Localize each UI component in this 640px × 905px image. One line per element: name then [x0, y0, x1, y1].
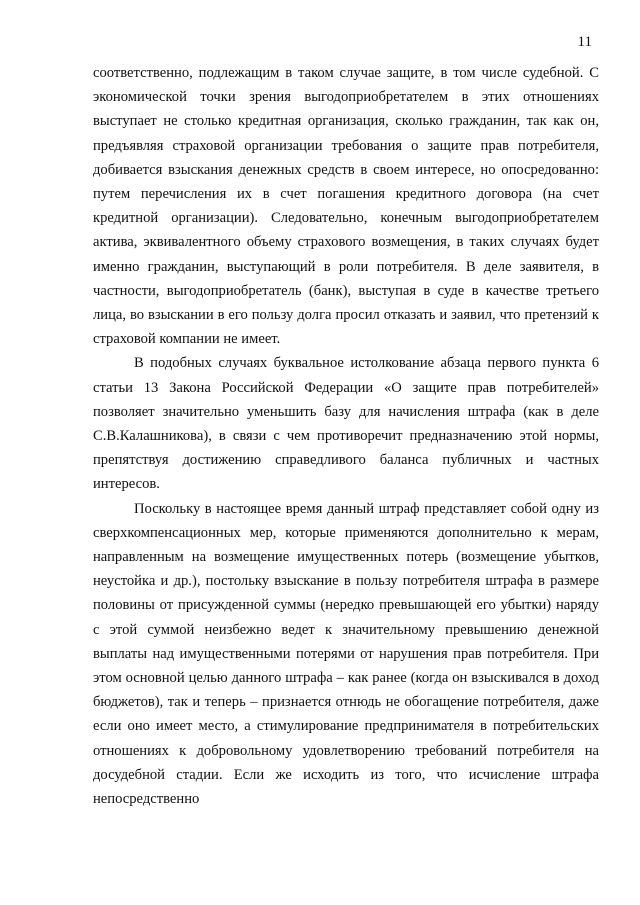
document-body	[93, 61, 599, 811]
paragraph-3: Поскольку в настоящее время данный штраф представляет собой одну из сверхкомпенсационных мер, которые применяются дополнительно к мерам, направленным на возмещение имущественных потерь (возмещение убытков, неустойка и др.), постольку взыскание в пользу потребителя штрафа в размере половины от присужденной суммы (нередко превышающей его убытки) наряду с этой суммой неизбежно ведет к значительному превышению денежной выплаты над имущественными потерями от нарушения прав потребителя. При этом основной целью данного штрафа – как ранее (когда он взыскивался в доход бюджетов), так и теперь – признается отнюдь не обогащение потребителя, даже если оно имеет место, а стимулирование предпринимателя в потребительских отношениях к добровольному удовлетворению требований потребителя на досудебной стадии. Если же исходить из того, что исчисление штрафа непосредственно	[93, 500, 599, 808]
paragraph-1: соответственно, подлежащим в таком случае защите, в том числе судебной. С экономической точки зрения выгодоприобретателем в этих отношениях выступает не столько кредитная организация, сколько гражданин, так как он, предъявляя страховой организации требования о защите прав потребителя, добивается взыскания денежных средств в своем интересе, но опосредованно: путем перечисления их в счет погашения кредитного договора (на счет кредитной организации). Следовательно, конечным выгодоприобретателем актива, эквивалентного объему страхового возмещения, в таких случаях будет именно гражданин, выступающий в роли потребителя. В деле заявителя, в частности, выгодоприобретатель (банк), выступая в суде в качестве третьего лица, во взыскании в его пользу долга просил отказать и заявил, что претензий к страховой компании не имеет.	[93, 65, 599, 348]
paragraph-2: В подобных случаях буквальное истолкование абзаца первого пункта 6 статьи 13 Закона Российской Федерации «О защите прав потребителей» позволяет значительно уменьшить базу для начисления штрафа (как в деле С.В.Калашникова), в связи с чем противоречит предназначению этой нормы, препятствуя достижению справедливого баланса публичных и частных интересов.	[93, 355, 599, 493]
page-number: 11	[577, 34, 592, 50]
